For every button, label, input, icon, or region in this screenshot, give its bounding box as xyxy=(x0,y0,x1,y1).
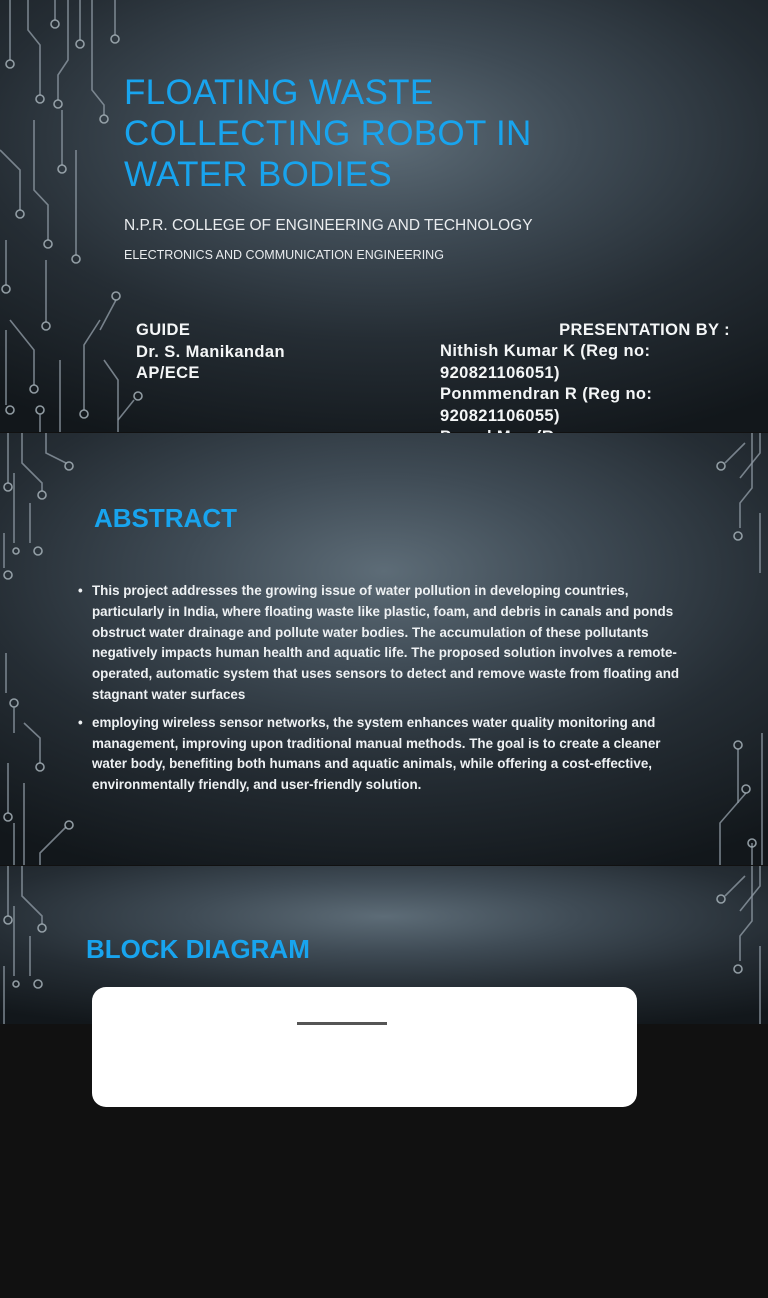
guide-block xyxy=(136,320,285,385)
block-diagram-heading: BLOCK DIAGRAM xyxy=(86,934,310,964)
list-item xyxy=(78,581,690,706)
abstract-bullet-list xyxy=(78,581,690,803)
department-name: ELECTRONICS AND COMMUNICATION ENGINEERING xyxy=(124,248,444,262)
slide-title[interactable] xyxy=(0,0,768,432)
abstract-heading: ABSTRACT xyxy=(94,503,237,533)
block-diagram-image xyxy=(92,987,637,1107)
bullet-icon: • xyxy=(78,583,83,598)
bullet-icon: • xyxy=(78,714,83,730)
list-item xyxy=(78,713,690,796)
presentation-title: FLOATING WASTE COLLECTING ROBOT IN WATER BODIES xyxy=(124,73,532,194)
guide-designation: AP/ECE xyxy=(136,364,200,382)
slide-abstract[interactable] xyxy=(0,433,768,865)
guide-label: GUIDE xyxy=(136,321,191,339)
presented-by-label: PRESENTATION BY : xyxy=(559,321,730,339)
student-item: Nithish Kumar K (Reg no: 920821106051) xyxy=(440,342,651,382)
college-name: N.P.R. COLLEGE OF ENGINEERING AND TECHNOLOGY xyxy=(124,217,533,234)
slide-block-diagram[interactable] xyxy=(0,866,768,1024)
student-item: Ponmmendran R (Reg no: 920821106055) xyxy=(440,385,653,425)
bullet-text: This project addresses the growing issue of water pollution in developing countries, particularly in India, where floating waste like plastic, foam, and debris in canals and ponds obstruct water drainage and pollute water bodies. The accumulation of these pollutants negatively impacts human health and aquatic life. The proposed solution involves a remote-operated, automatic system that uses sensors to detect and remove waste from floating and stagnant water surfaces xyxy=(92,583,680,702)
bullet-text: employing wireless sensor networks, the system enhances water quality monitoring and management, improving upon traditional manual methods. The goal is to create a cleaner water body, benefiting both humans and aquatic animals, while offering a cost-effective, environmentally friendly, and user-friendly solution. xyxy=(92,714,661,793)
diagram-element xyxy=(297,1022,387,1025)
guide-name: Dr. S. Manikandan xyxy=(136,342,285,361)
